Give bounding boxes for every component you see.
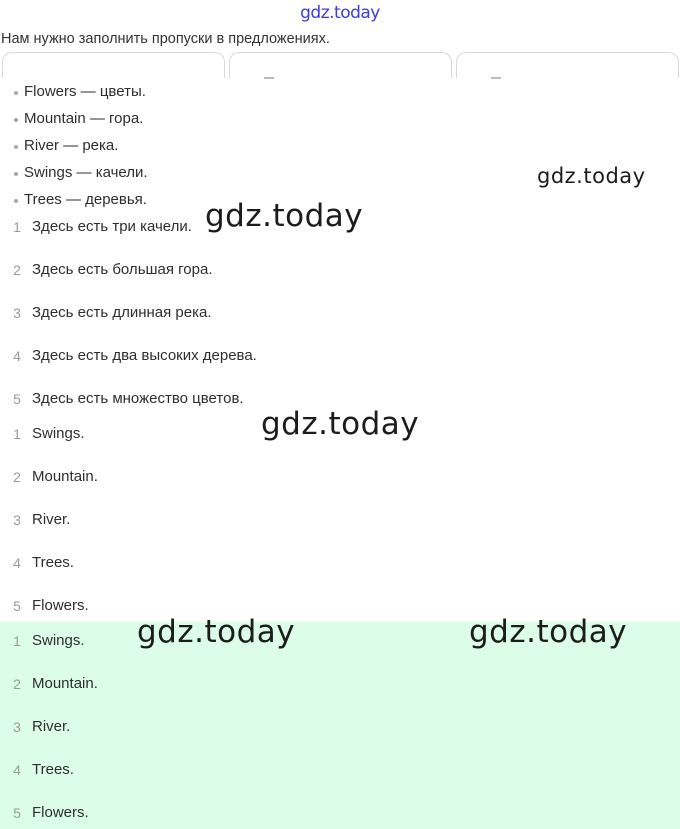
tab-2-marker — [264, 77, 274, 79]
item-text: Здесь есть три качели. — [32, 218, 192, 235]
item-number: 2 — [13, 262, 21, 278]
intro-text: Нам нужно заполнить пропуски в предложениях. — [1, 31, 330, 47]
item-text: River. — [32, 718, 71, 735]
item-text: Здесь есть длинная река. — [32, 304, 212, 321]
item-text: Swings. — [32, 425, 85, 442]
item-text: Swings. — [32, 632, 85, 649]
item-number: 2 — [13, 469, 21, 485]
item-text: Mountain. — [32, 468, 98, 485]
bullet-icon — [14, 118, 18, 122]
vocabulary-text: Swings — качели. — [24, 164, 148, 181]
item-text: Flowers. — [32, 597, 89, 614]
watermark: gdz.today — [137, 614, 296, 650]
vocabulary-text: Mountain — гора. — [24, 110, 144, 127]
item-text: River. — [32, 511, 71, 528]
item-number: 5 — [13, 391, 21, 407]
item-text: Trees. — [32, 761, 74, 778]
watermark: gdz.today — [205, 198, 364, 234]
vocabulary-text: Flowers — цветы. — [24, 83, 146, 100]
item-number: 5 — [13, 598, 21, 614]
item-number: 2 — [13, 676, 21, 692]
item-text: Mountain. — [32, 675, 98, 692]
item-number: 3 — [13, 719, 21, 735]
item-text: Flowers. — [32, 804, 89, 821]
bullet-icon — [14, 91, 18, 95]
item-number: 1 — [13, 633, 21, 649]
item-number: 1 — [13, 219, 21, 235]
item-number: 1 — [13, 426, 21, 442]
item-text: Здесь есть два высоких дерева. — [32, 347, 257, 364]
tab-3-marker — [491, 77, 501, 79]
watermark: gdz.today — [261, 406, 420, 442]
watermark: gdz.today — [537, 164, 646, 188]
bullet-icon — [14, 145, 18, 149]
item-number: 4 — [13, 348, 21, 364]
item-number: 4 — [13, 762, 21, 778]
item-text: Здесь есть множество цветов. — [32, 390, 244, 407]
vocabulary-text: River — река. — [24, 137, 119, 154]
tab-2[interactable] — [229, 52, 452, 78]
item-number: 3 — [13, 512, 21, 528]
answer-box — [0, 622, 680, 829]
item-number: 5 — [13, 805, 21, 821]
vocabulary-text: Trees — деревья. — [24, 191, 147, 208]
item-text: Trees. — [32, 554, 74, 571]
bullet-icon — [14, 172, 18, 176]
watermark: gdz.today — [469, 614, 628, 650]
tab-bar — [2, 52, 679, 78]
item-number: 3 — [13, 305, 21, 321]
site-logo[interactable]: gdz.today — [300, 3, 380, 23]
tab-1[interactable] — [2, 52, 225, 78]
tab-3[interactable] — [456, 52, 679, 78]
item-text: Здесь есть большая гора. — [32, 261, 213, 278]
item-number: 4 — [13, 555, 21, 571]
bullet-icon — [14, 199, 18, 203]
